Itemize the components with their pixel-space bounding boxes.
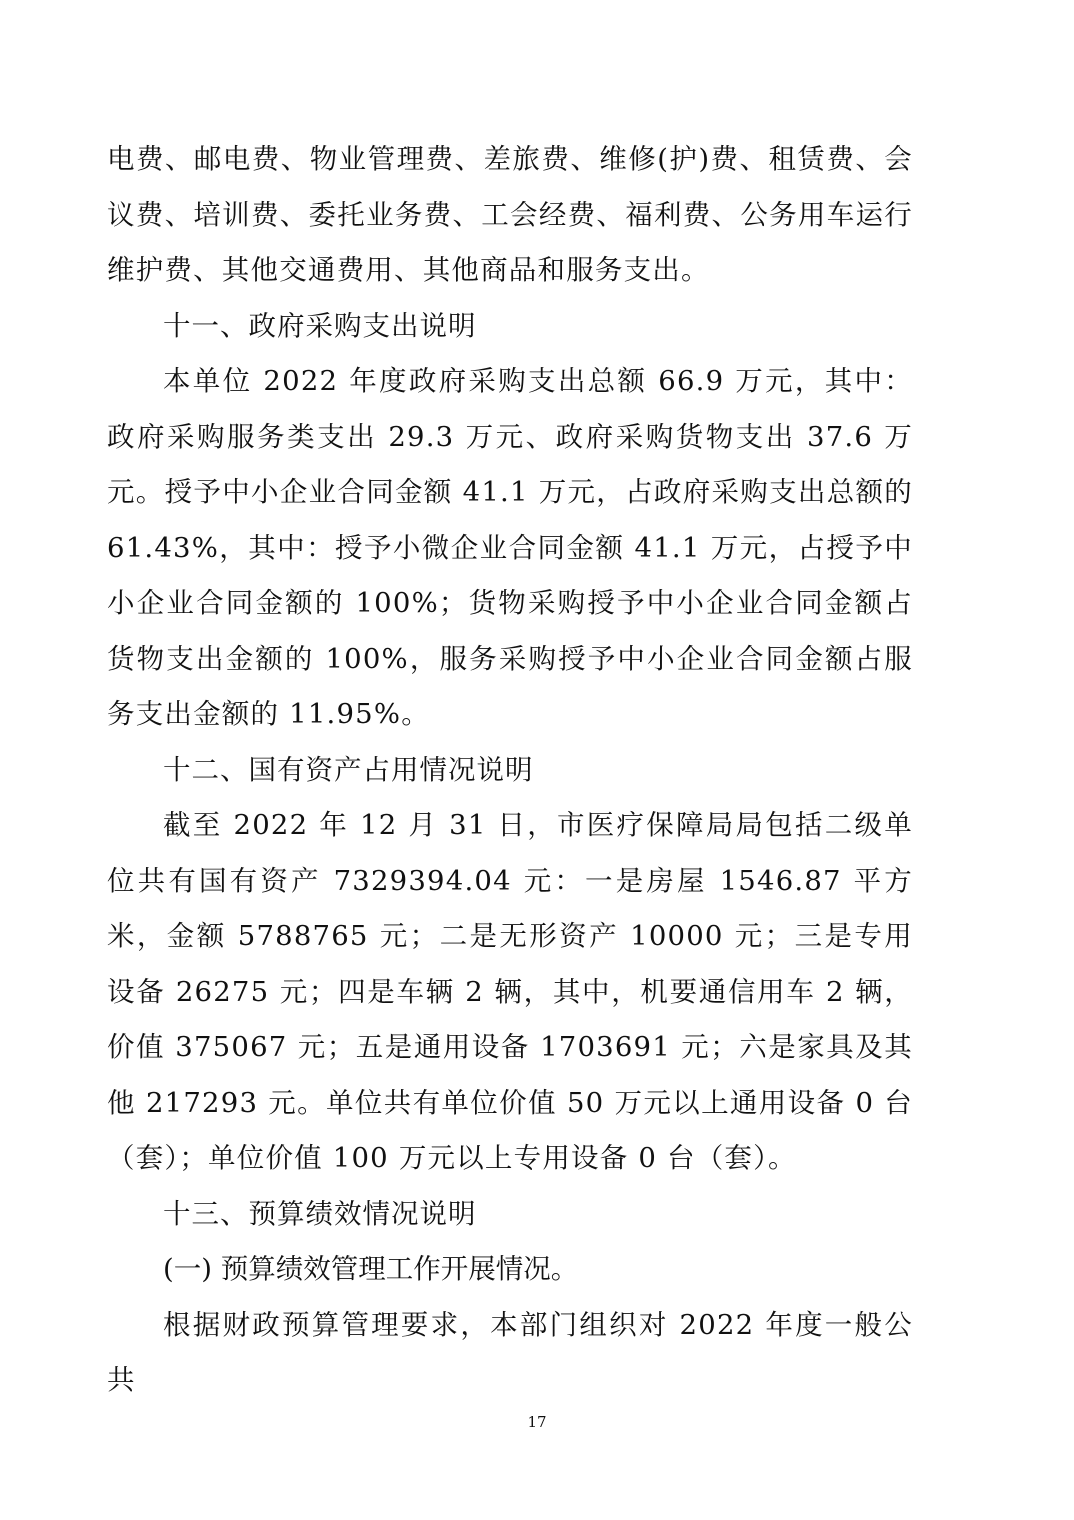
paragraph-state-assets: 截至 2022 年 12 月 31 日，市医疗保障局局包括二级单位共有国有资产 7329394.04 元：一是房屋 1546.87 平方米，金额 5788765 元；二是无形资产 10000 元；三是专用设备 26275 元；四是车辆 2 辆，其中，机要通信用车 2 辆，价值 375067 元；五是通用设备 1703691 元；六是家具及其他 217293 元。单位共有单位价值 50 万元以上通用设备 0 台（套）；单位价值 100 万元以上专用设备 0 台（套）。 [107,809,913,1174]
paragraph-performance-intro: 根据财政预算管理要求，本部门组织对 2022 年度一般公共 [107,1308,913,1396]
paragraph-government-procurement: 本单位 2022 年度政府采购支出总额 66.9 万元，其中：政府采购服务类支出 29.3 万元、政府采购货物支出 37.6 万元。授予中小企业合同金额 41.1 万元，占政府采购支出总额的 61.43%，其中：授予小微企业合同金额 41.1 万元，占授予中小企业合同金额的 100%；货物采购授予中小企业合同金额占货物支出金额的 100%，服务采购授予中小企业合同金额占服务支出金额的 11.95%。 [107,365,913,730]
section-heading-government-procurement: 十一、政府采购支出说明 [163,309,477,342]
page-number: 17 [527,1413,547,1431]
section-heading-budget-performance: 十三、预算绩效情况说明 [163,1197,477,1230]
document-body [107,132,913,1409]
paragraph-expense-items: 电费、邮电费、物业管理费、差旅费、维修(护)费、租赁费、会议费、培训费、委托业务费、工会经费、福利费、公务用车运行维护费、其他交通费用、其他商品和服务支出。 [107,143,913,286]
subheading-performance-management: (一) 预算绩效管理工作开展情况。 [163,1253,579,1285]
section-heading-state-assets: 十二、国有资产占用情况说明 [163,753,534,786]
